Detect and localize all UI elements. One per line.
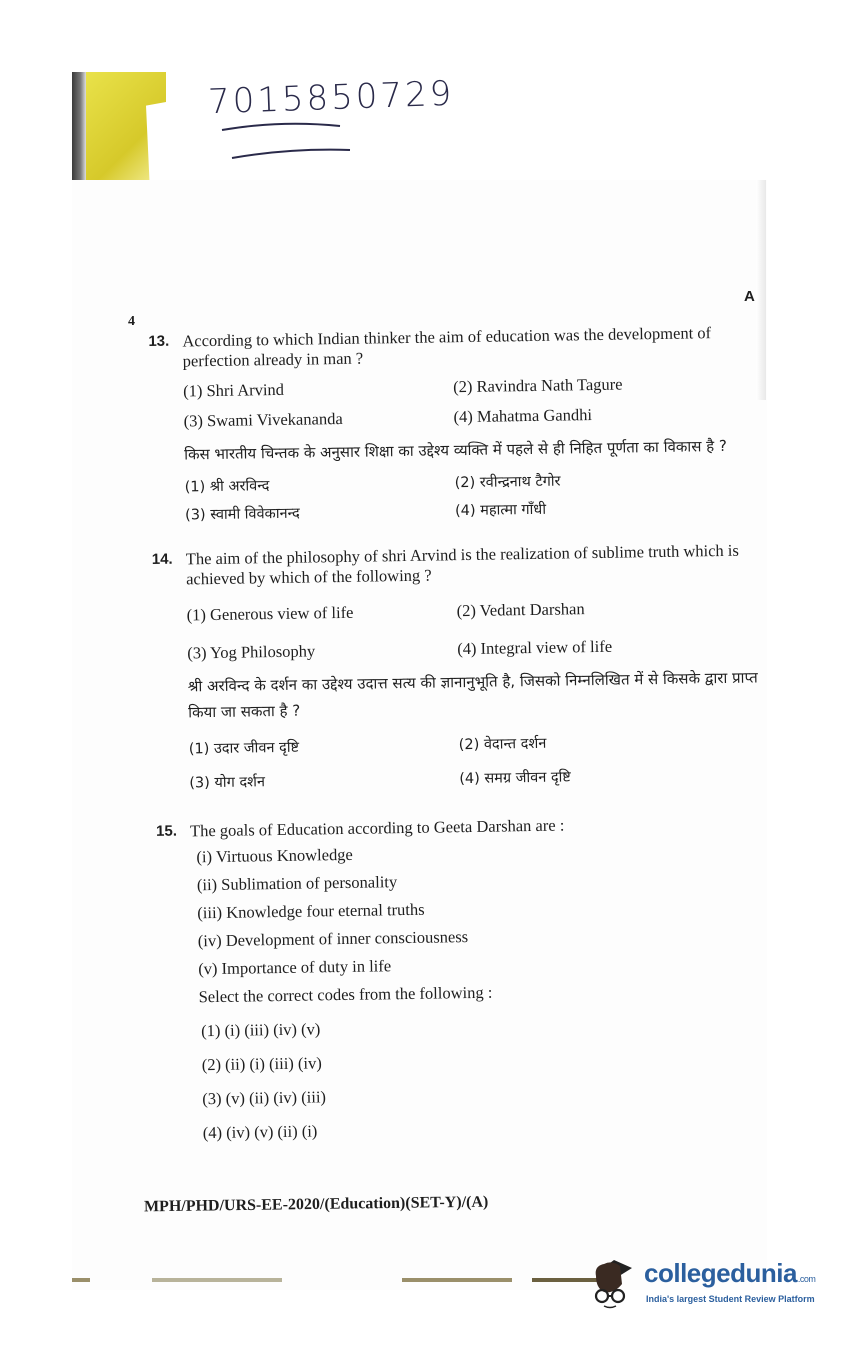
set-letter: A [744, 288, 755, 305]
question-14 [152, 540, 768, 794]
watermark-tagline: India's largest Student Review Platform [646, 1294, 815, 1304]
option: (3) (v) (ii) (iv) (iii) [202, 1087, 327, 1109]
watermark-tld: .com [797, 1274, 816, 1284]
question-text-en: The goals of Education according to Geeta Darshan are : [189, 815, 565, 841]
questions-content [148, 308, 773, 1158]
list-item: (iii) Knowledge four eternal truths [197, 899, 425, 923]
options-hi [189, 730, 768, 793]
option: (1) Generous view of life [186, 602, 354, 625]
option: (3) योग दर्शन [189, 774, 266, 792]
watermark-name [644, 1258, 815, 1289]
option: (4) समग्र जीवन दृष्टि [459, 769, 571, 788]
option: (2) वेदान्त दर्शन [458, 735, 547, 754]
question-15 [156, 812, 773, 1144]
goals-list [196, 838, 770, 1007]
paper-code: MPH/PHD/URS-EE-2020/(Education)(SET-Y)/(A) [143, 1193, 489, 1216]
answer-codes [201, 1012, 773, 1143]
question-text-en: According to which Indian thinker the aim of education was the development of perfection already in man ? [182, 323, 712, 371]
collegedunia-watermark [590, 1254, 820, 1314]
option: (3) Swami Vivekananda [183, 408, 343, 431]
option: (1) उदार जीवन दृष्टि [188, 739, 300, 758]
option: (4) (iv) (v) (ii) (i) [202, 1121, 318, 1143]
question-number: 14. [151, 550, 173, 568]
option: (4) Integral view of life [457, 636, 613, 659]
list-item: (iv) Development of inner consciousness [197, 927, 469, 951]
select-instruction: Select the correct codes from the following : [198, 982, 493, 1007]
mascot-icon [590, 1254, 636, 1310]
question-number: 15. [155, 822, 178, 840]
question-13 [148, 322, 763, 526]
option: (1) (i) (iii) (iv) (v) [201, 1019, 321, 1041]
options-hi [185, 468, 764, 525]
option: (2) Ravindra Nath Tagure [452, 374, 623, 397]
options-en [183, 372, 762, 431]
option: (2) Vedant Darshan [456, 599, 585, 621]
watermark-name-text: collegedunia [644, 1258, 797, 1288]
page-number: 4 [128, 314, 135, 329]
option: (3) स्वामी विवेकानन्द [184, 505, 300, 524]
list-item: (ii) Sublimation of personality [196, 872, 398, 895]
option: (2) रवीन्द्रनाथ टैगोर [454, 473, 561, 492]
option: (4) Mahatma Gandhi [453, 405, 593, 427]
question-text-hi: किस भारतीय चिन्तक के अनुसार शिक्षा का उद्देश्य व्यक्ति में पहले से ही निहित पूर्णता का विकास है ? [184, 436, 727, 464]
handwritten-number: 7015850729 [207, 73, 455, 123]
option: (2) (ii) (i) (iii) (iv) [201, 1053, 322, 1075]
option: (1) श्री अरविन्द [184, 478, 270, 496]
question-number: 13. [148, 332, 170, 350]
list-item: (v) Importance of duty in life [198, 956, 392, 979]
question-text-hi: श्री अरविन्द के दर्शन का उद्देश्य उदात्त सत्य की ज्ञानानुभूति है, जिसको निम्नलिखित में से किसके द्वारा प्राप्त किया जा सकता है ? [187, 668, 758, 722]
option: (4) महात्मा गाँधी [454, 501, 547, 520]
option: (3) Yog Philosophy [187, 641, 316, 663]
option: (1) Shri Arvind [183, 379, 285, 401]
list-item: (i) Virtuous Knowledge [196, 844, 353, 867]
yellow-paper-flap [86, 72, 166, 192]
options-en [187, 596, 766, 663]
question-text-en: The aim of the philosophy of shri Arvind is the realization of sublime truth which is achieved by which of the following ? [185, 540, 739, 589]
